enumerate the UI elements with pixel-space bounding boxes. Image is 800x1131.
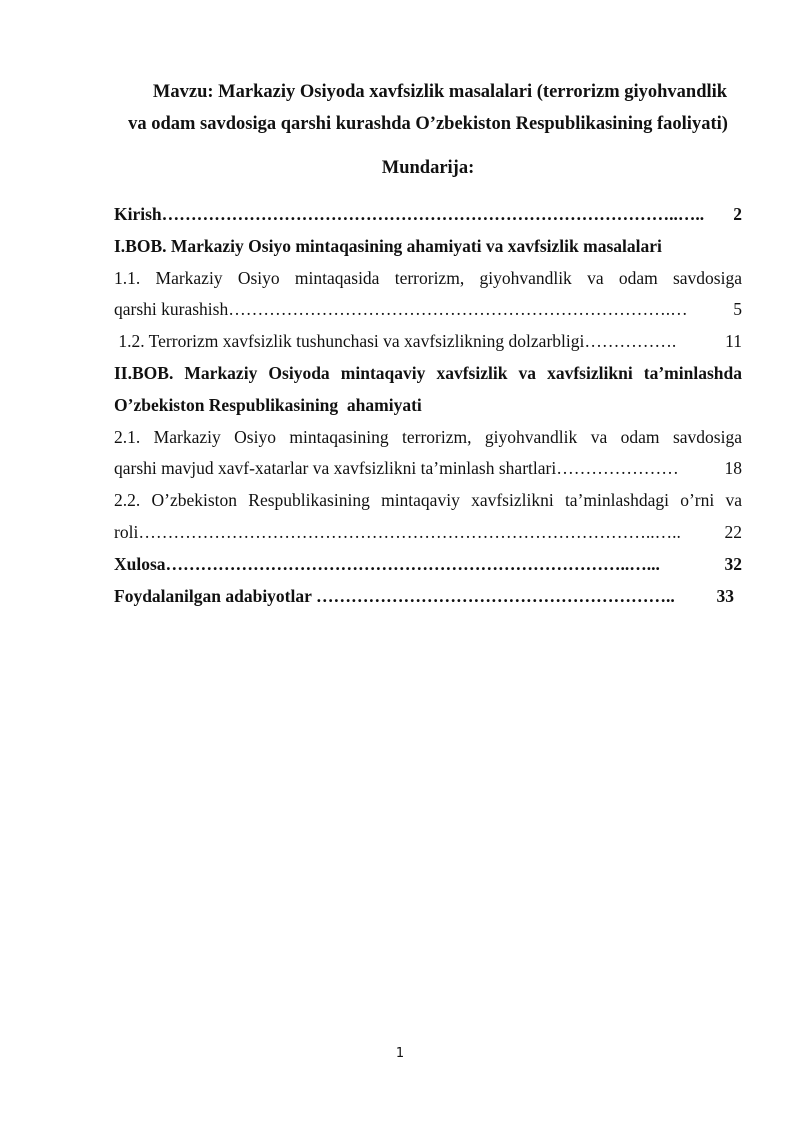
toc-entry-label: roli [114, 521, 139, 542]
toc-chapter-2-line-1[interactable] [114, 358, 742, 390]
toc-chapter-1[interactable] [114, 231, 742, 263]
toc-leader-dots: …………………………………………………….. [315, 585, 675, 606]
toc-leader-dots: ………………………………………………………………….… [228, 299, 688, 320]
toc-entry-label: 1.1. Markaziy Osiyo mintaqasida terrorizm, giyohvandlik va odam savdosiga [114, 267, 742, 288]
toc-entry-label: Xulosa [114, 553, 166, 574]
toc-entry-label: 2.1. Markaziy Osiyo mintaqasining terrorizm, giyohvandlik va odam savdosiga [114, 426, 742, 447]
toc-section-1-1-line-1[interactable] [114, 263, 742, 295]
toc-page-number: 33 [716, 585, 734, 606]
toc-entry-label: 2.2. O’zbekiston Respublikasining mintaqaviy xavfsizlikni ta’minlashdagi o’rni va [114, 490, 742, 511]
toc-entry-label: II.BOB. Markaziy Osiyoda mintaqaviy xavfsizlik va xavfsizlikni ta’minlashda [114, 362, 742, 383]
toc-entry-label: qarshi mavjud xavf-xatarlar va xavfsizlikni ta’minlash shartlari [114, 458, 557, 479]
toc-leader-dots: ……………………………………………………………………..…... [165, 553, 660, 574]
toc-page-number: 22 [724, 521, 742, 542]
toc-entry-kirish[interactable] [114, 199, 742, 231]
toc-page-number: 11 [725, 331, 742, 352]
title-line-1: Mavzu: Markaziy Osiyoda xavfsizlik masalalari (terrorizm giyohvandlik [152, 82, 728, 102]
toc-leader-dots: ……………. [584, 331, 677, 352]
toc-section-2-1-line-1[interactable] [114, 422, 742, 454]
toc-page-number: 5 [733, 299, 742, 320]
toc-chapter-2-line-2[interactable] [114, 390, 742, 422]
toc-entry-label: O’zbekiston Respublikasining ahamiyati [114, 394, 422, 415]
toc-section-1-2[interactable] [114, 326, 742, 358]
toc-page-number: 18 [724, 458, 742, 479]
page-number: 1 [395, 1046, 405, 1061]
toc-leader-dots: ……………………………………………………………………………..….. [138, 521, 681, 542]
toc-entry-label: Kirish [114, 204, 162, 224]
toc-entry-label: I.BOB. Markaziy Osiyo mintaqasining ahamiyati va xavfsizlik masalalari [114, 235, 662, 256]
toc-entry-label: 1.2. Terrorizm xavfsizlik tushunchasi va xavfsizlikning dolzarbligi [114, 331, 585, 352]
toc-entry-xulosa[interactable] [114, 549, 742, 581]
toc-page-number: 32 [724, 553, 742, 574]
toc-section-2-2-line-1[interactable] [114, 485, 742, 517]
table-of-contents [114, 199, 742, 612]
document-title [112, 76, 744, 140]
toc-heading: Mundarija: [381, 158, 475, 178]
title-line-2: va odam savdosiga qarshi kurashda O’zbekiston Respublikasining faoliyati) [128, 114, 728, 134]
toc-leader-dots: ……………………………………………………………………………..….. [161, 204, 705, 224]
toc-entry-adabiyotlar[interactable] [114, 581, 742, 613]
toc-section-2-1-line-2[interactable] [114, 453, 742, 485]
toc-entry-label: Foydalanilgan adabiyotlar [114, 585, 316, 606]
toc-section-2-2-line-2[interactable] [114, 517, 742, 549]
toc-leader-dots: ………………… [556, 458, 679, 479]
toc-section-1-1-line-2[interactable] [114, 294, 742, 326]
toc-page-number: 2 [733, 204, 742, 224]
toc-entry-label: qarshi kurashish [114, 299, 229, 320]
